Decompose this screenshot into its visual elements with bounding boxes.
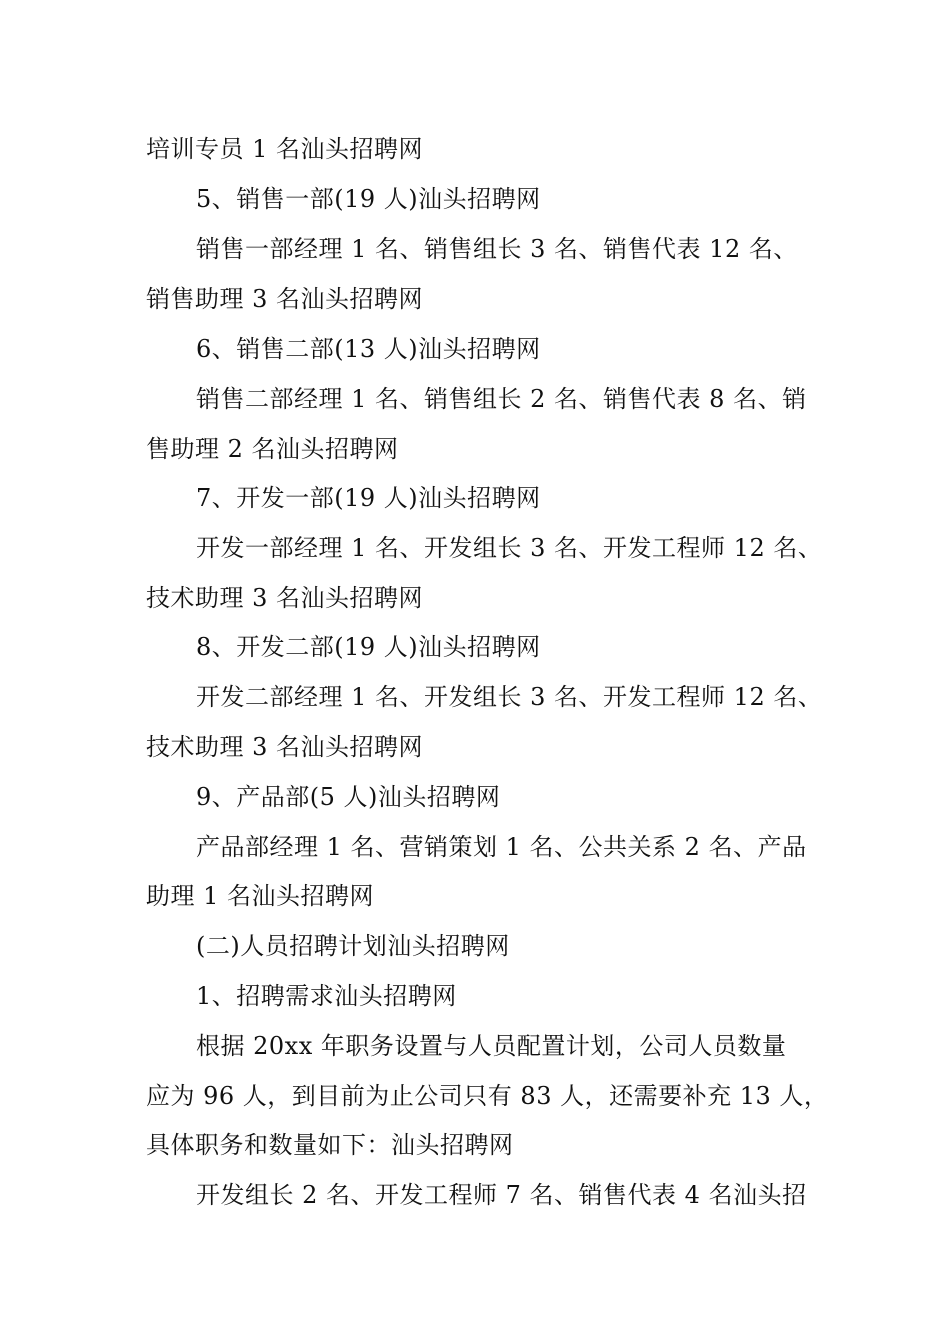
text-line: 应为 96 人，到目前为止公司只有 83 人，还需要补充 13 人， <box>146 1082 829 1110</box>
text-line: 开发组长 2 名、开发工程师 7 名、销售代表 4 名汕头招 <box>196 1181 807 1209</box>
text-line: 技术助理 3 名汕头招聘网 <box>146 584 424 612</box>
section-heading: 8、开发二部(19 人)汕头招聘网 <box>196 633 541 661</box>
text-line: 助理 1 名汕头招聘网 <box>146 882 375 910</box>
section-heading: 7、开发一部(19 人)汕头招聘网 <box>196 484 541 512</box>
text-line: 开发二部经理 1 名、开发组长 3 名、开发工程师 12 名、 <box>196 683 823 711</box>
text-line: 技术助理 3 名汕头招聘网 <box>146 733 424 761</box>
text-line: 具体职务和数量如下：汕头招聘网 <box>146 1131 514 1159</box>
text-line: 销售助理 3 名汕头招聘网 <box>146 285 424 313</box>
text-line: 开发一部经理 1 名、开发组长 3 名、开发工程师 12 名、 <box>196 534 823 562</box>
section-heading: 9、产品部(5 人)汕头招聘网 <box>196 783 501 811</box>
text-line: 售助理 2 名汕头招聘网 <box>146 435 399 463</box>
text-line: 培训专员 1 名汕头招聘网 <box>146 135 424 163</box>
text-line: 产品部经理 1 名、营销策划 1 名、公共关系 2 名、产品 <box>196 833 807 861</box>
text-line: 销售一部经理 1 名、销售组长 3 名、销售代表 12 名、 <box>196 235 798 263</box>
section-heading: 6、销售二部(13 人)汕头招聘网 <box>196 335 541 363</box>
section-heading: 1、招聘需求汕头招聘网 <box>196 982 457 1010</box>
text-line: 销售二部经理 1 名、销售组长 2 名、销售代表 8 名、销 <box>196 385 807 413</box>
section-heading: 5、销售一部(19 人)汕头招聘网 <box>196 185 541 213</box>
text-line: 根据 20xx 年职务设置与人员配置计划，公司人员数量 <box>196 1032 787 1060</box>
section-heading: (二)人员招聘计划汕头招聘网 <box>196 932 510 960</box>
